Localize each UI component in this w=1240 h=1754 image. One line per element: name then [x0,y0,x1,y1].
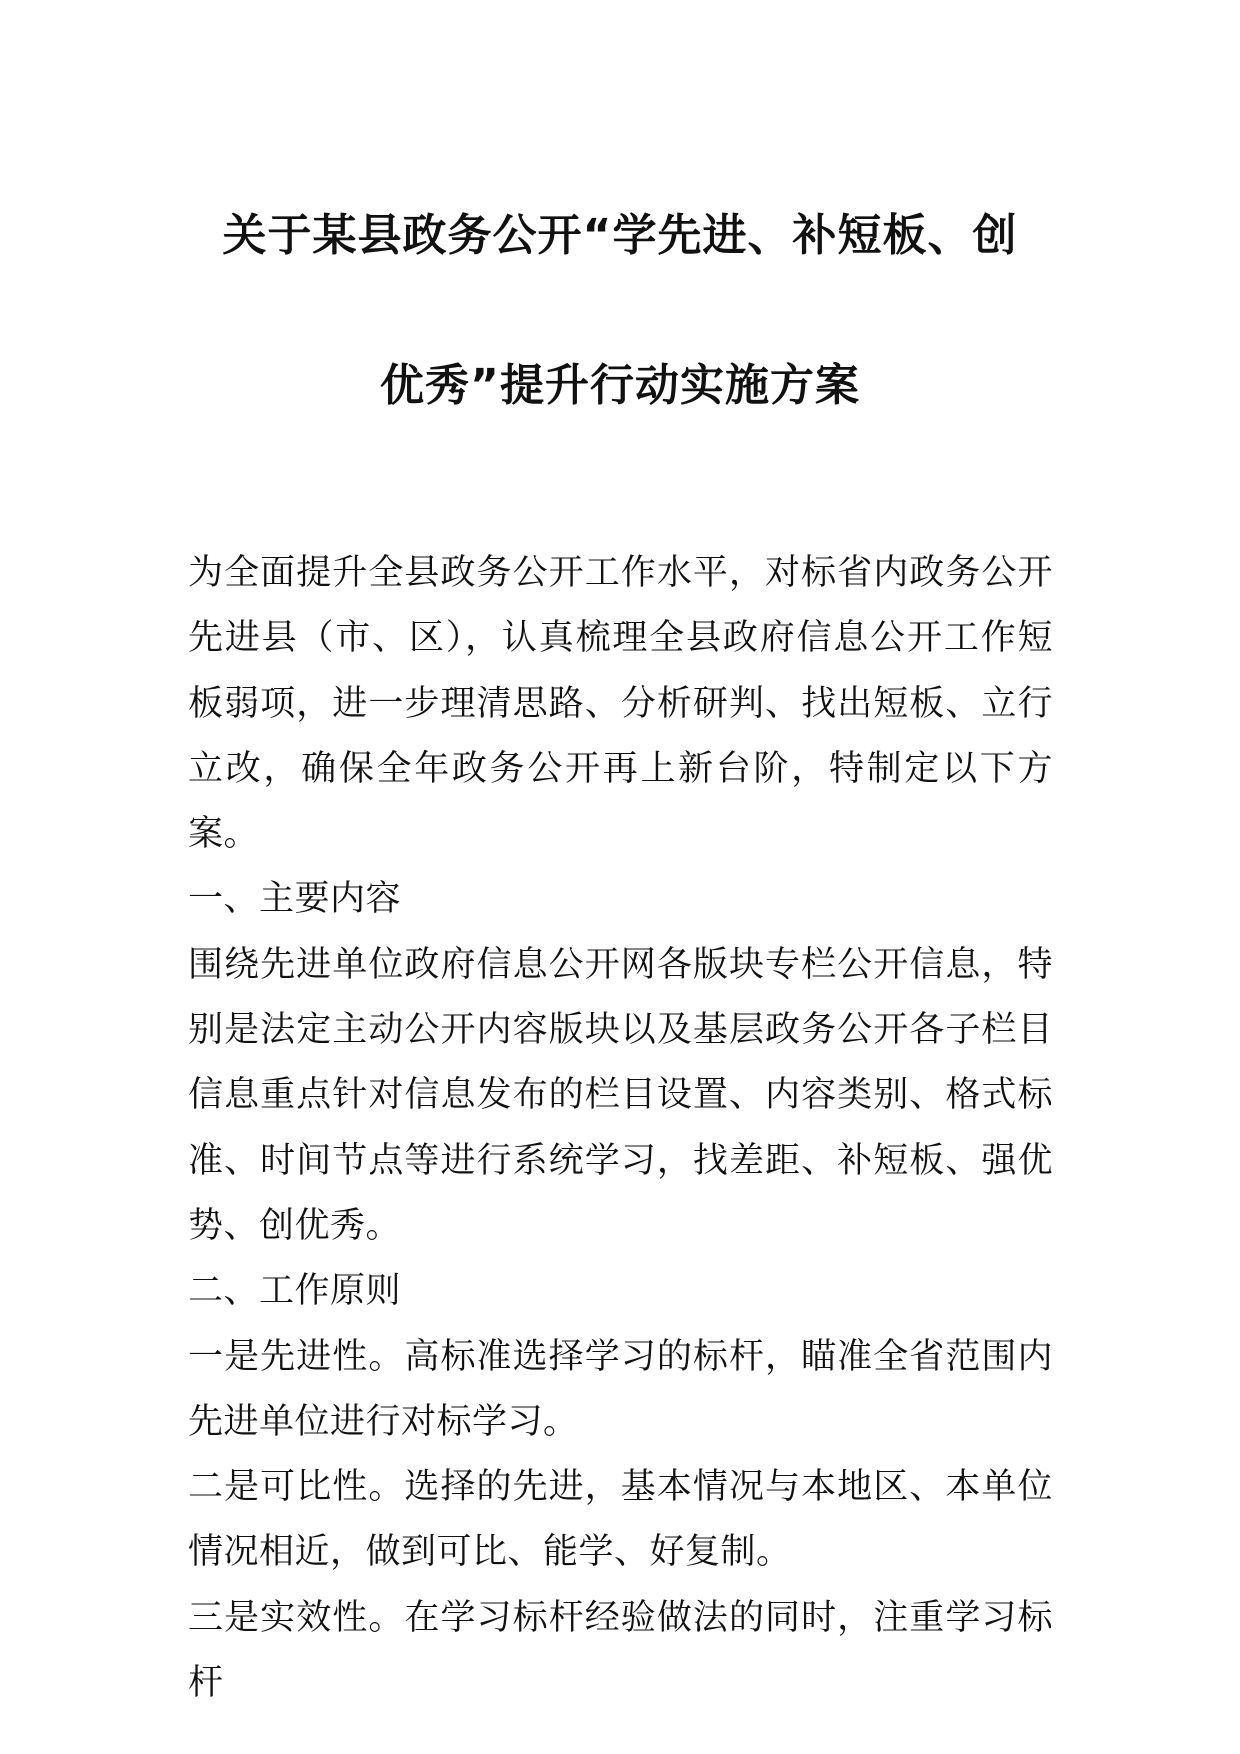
principle-effectiveness-paragraph: 三是实效性。在学习标杆经验做法的同时，注重学习标杆 [188,1597,1053,1704]
intro-paragraph: 为全面提升全县政务公开工作水平，对标省内政务公开先进县（市、区），认真梳理全县政府信息公开工作短板弱项，进一步理清思路、分析研判、找出短板、立行立改，确保全年政务公开再上新台阶，特制定以下方案。 [188,553,1053,855]
section-heading-work-principles: 二、工作原则 [188,1271,402,1312]
principle-advanced-paragraph: 一是先进性。高标准选择学习的标杆，瞄准全省范围内先进单位进行对标学习。 [188,1336,1053,1442]
main-content-paragraph: 围绕先进单位政府信息公开网各版块专栏公开信息，特别是法定主动公开内容版块以及基层政务公开各子栏目信息重点针对信息发布的栏目设置、内容类别、格式标准、时间节点等进行系统学习，找差距、补短板、强优势、创优秀。 [188,944,1053,1246]
document-body [188,541,1053,1716]
principle-comparability-paragraph: 二是可比性。选择的先进，基本情况与本地区、本单位情况相近，做到可比、能学、好复制。 [188,1467,1053,1573]
document-title-line-1: 关于某县政务公开“学先进、补短板、创 [222,210,1018,261]
document-title-line-2: 优秀”提升行动实施方案 [380,360,860,411]
section-heading-main-content: 一、主要内容 [188,879,402,920]
